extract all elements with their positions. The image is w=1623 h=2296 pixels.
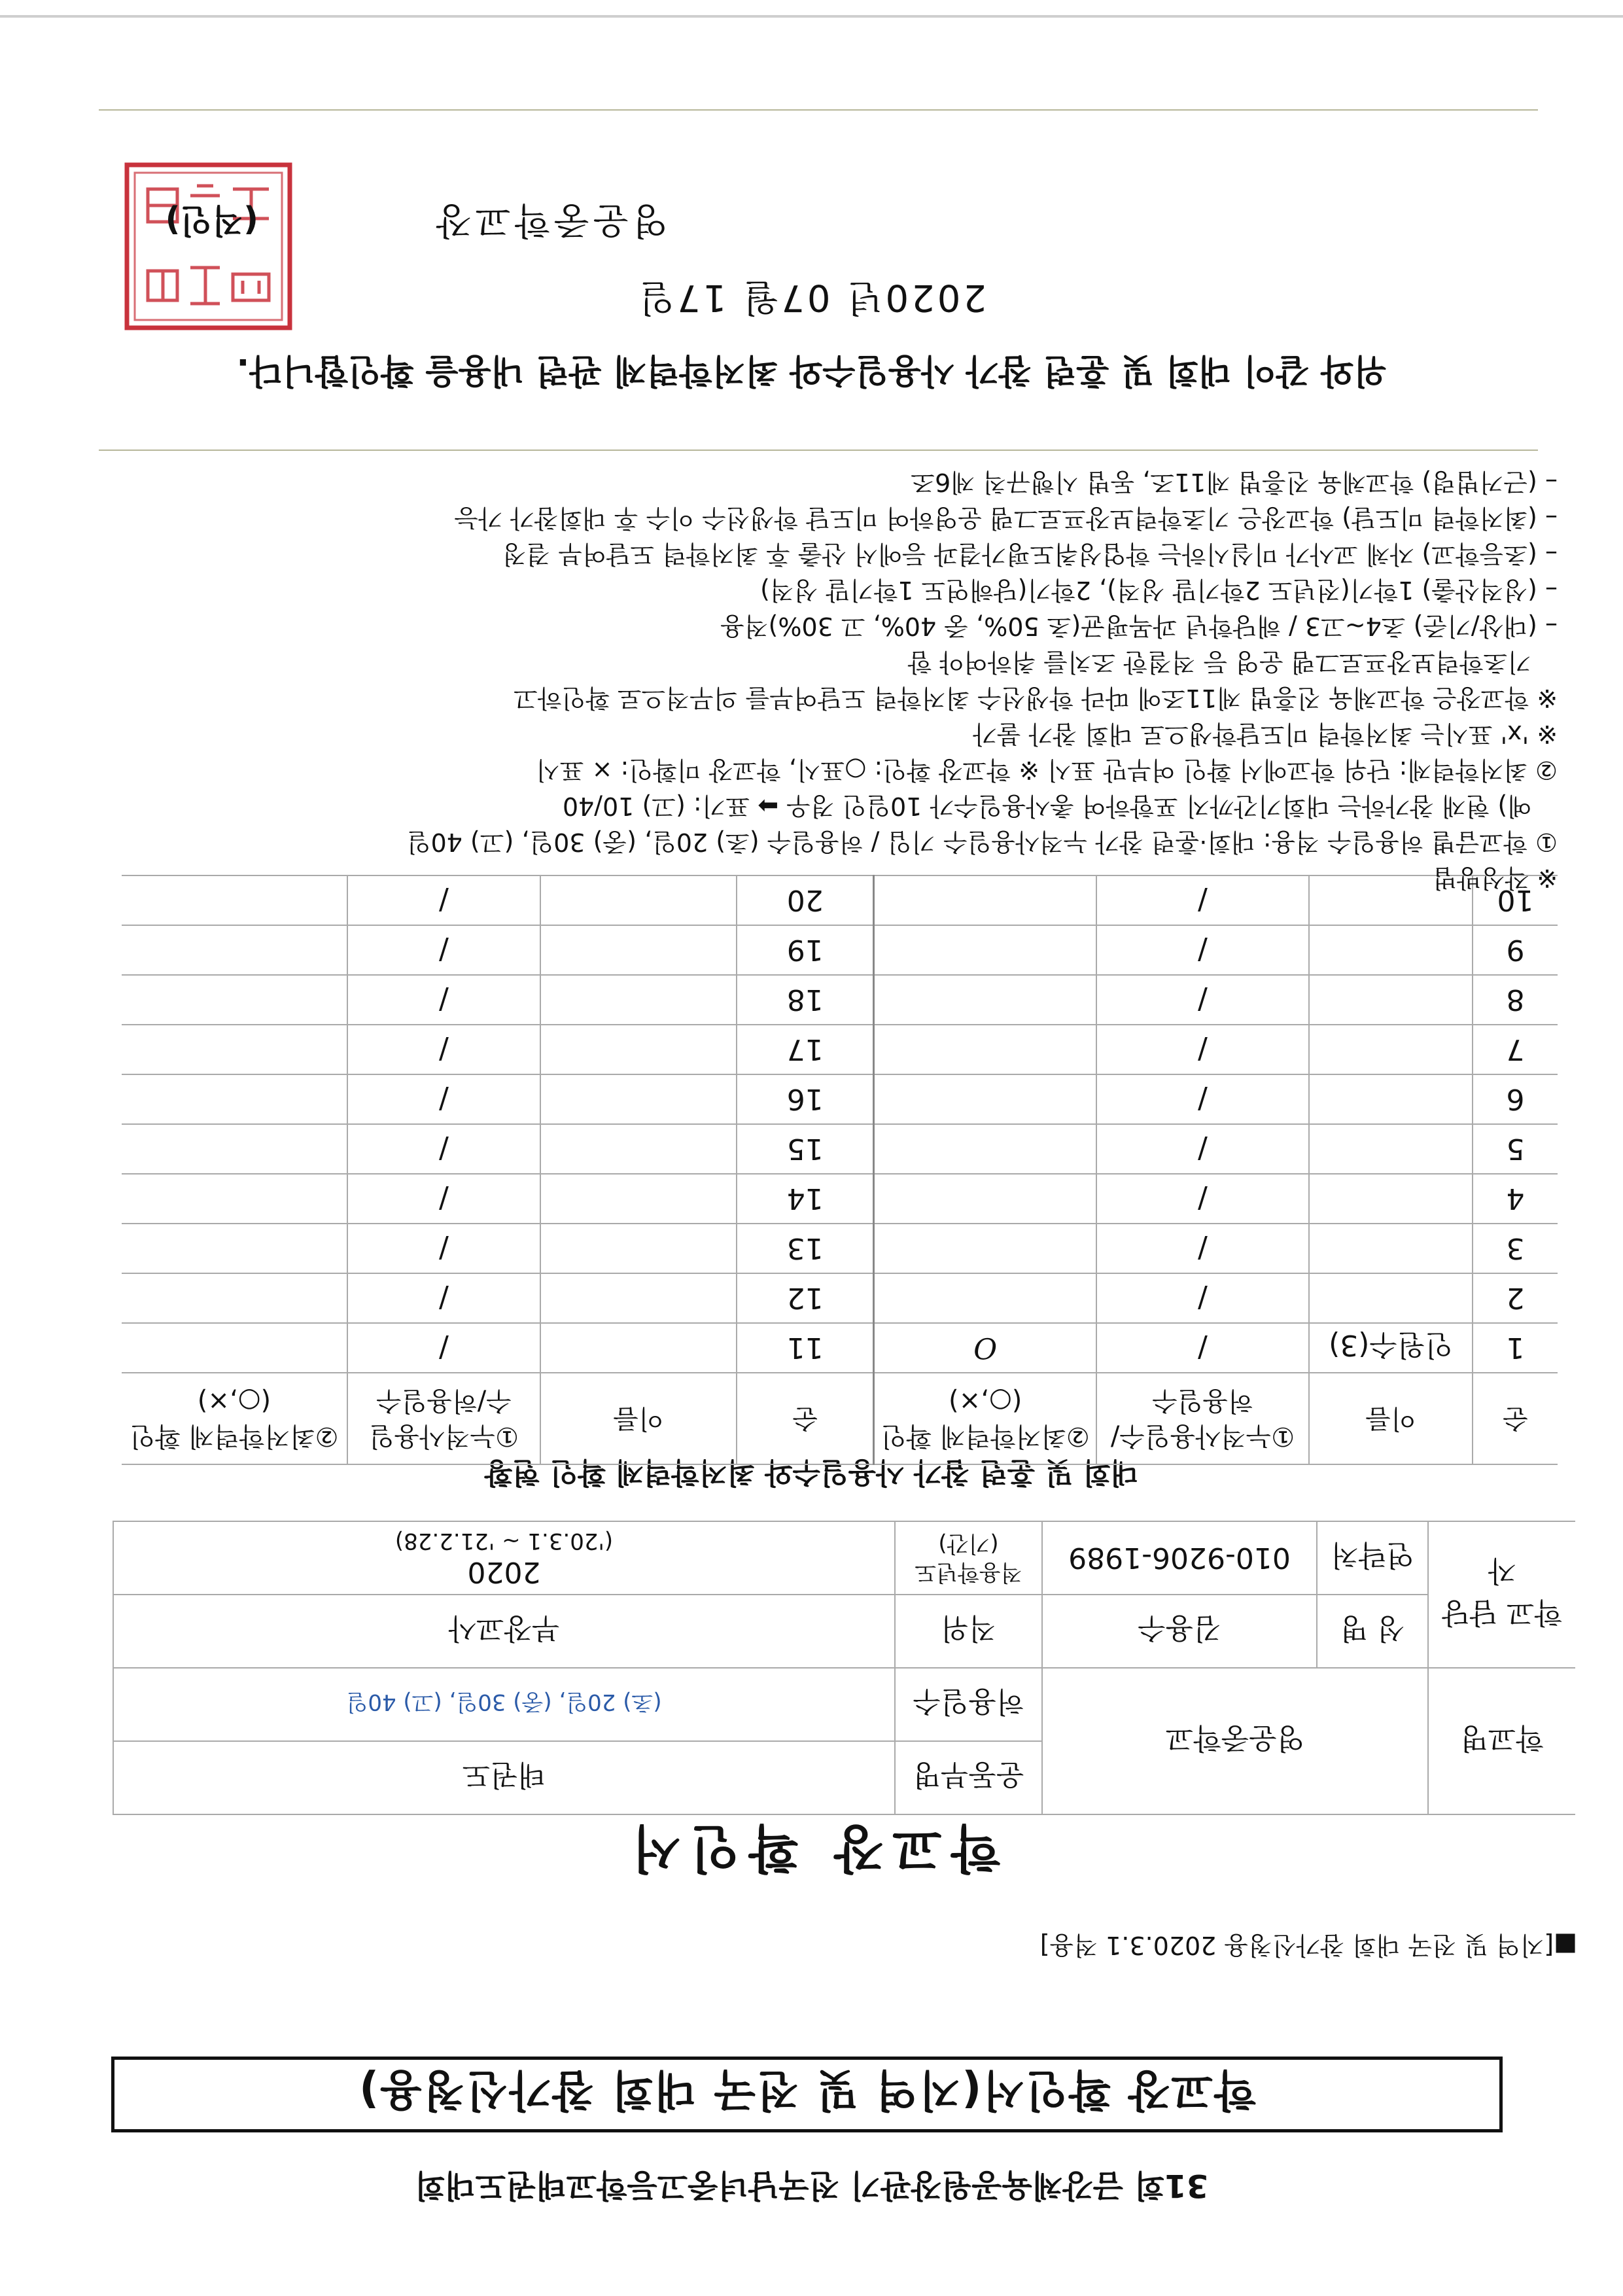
header-name-right: 이름	[540, 1373, 737, 1464]
position-label: 직위	[895, 1595, 1042, 1668]
note-line: 기초학력보장프로그램 운영 등 적절한 조치를 취하여야 함	[907, 648, 1531, 677]
scan-edge	[0, 15, 1623, 18]
row-name	[1309, 1273, 1473, 1323]
note-line: – (초등학교) 자체 교사가 미실시하는 학업성취도평가결과 등에서 산출 후 최저학력 도달여부 결정	[502, 540, 1558, 569]
consent-section-title: 대회 및 훈련 참가 사용일수와 최저학력제 확인 현황	[484, 1456, 1139, 1489]
row-name	[540, 1174, 737, 1224]
note-line: ※ 'x' 표시는 최저학력 미도달학생으로 대회 참가 불가	[973, 720, 1558, 749]
position-value: 부장교사	[113, 1595, 895, 1668]
header-days-left: ①누적사용일수/허용일수	[1096, 1373, 1309, 1464]
bottom-rule	[99, 109, 1538, 111]
row-name	[540, 1124, 737, 1174]
row-academic-check	[122, 1323, 347, 1373]
row-number: 6	[1473, 1074, 1558, 1124]
row-used-days: /	[1096, 1323, 1309, 1373]
row-academic-check	[874, 1074, 1096, 1124]
confirmation-statement: 위와 같이 대회 및 훈련 참가 사용일수와 최저학력제 관련 내용을 확인합니다.	[236, 351, 1387, 390]
school-year-value: 2020	[467, 1555, 541, 1589]
row-name	[540, 975, 737, 1025]
row-number: 12	[737, 1273, 874, 1323]
row-used-days: /	[1096, 1124, 1309, 1174]
row-academic-check	[874, 1025, 1096, 1074]
header-academic-right: ②최저학력제 확인(○,×)	[122, 1373, 347, 1464]
row-number: 18	[737, 975, 874, 1025]
form-title-box	[111, 2057, 1503, 2132]
row-number: 14	[737, 1174, 874, 1224]
competition-name: 31회 금강체육공원장관기 전국남녀중고등학교태권도대회	[414, 2167, 1209, 2204]
row-number: 19	[737, 925, 874, 975]
row-used-days: /	[347, 1224, 540, 1273]
row-number: 17	[737, 1025, 874, 1074]
row-number: 13	[737, 1224, 874, 1273]
table-row	[122, 1174, 1558, 1224]
header-no-left: 순	[1473, 1373, 1558, 1464]
row-name	[540, 1025, 737, 1074]
row-used-days: /	[1096, 1174, 1309, 1224]
table-row	[122, 1323, 1558, 1373]
header-days-right: ①누적사용일수/허용일수	[347, 1373, 540, 1464]
row-used-days: /	[347, 1025, 540, 1074]
school-name-label: 학교명	[1428, 1668, 1575, 1814]
row-name	[540, 925, 737, 975]
note-line: – (근거법령) 학교체육 진흥법 제11조, 동법 시행규칙 제6조	[911, 468, 1558, 497]
row-academic-check	[122, 925, 347, 975]
row-name	[1309, 925, 1473, 975]
row-used-days: /	[347, 1174, 540, 1224]
table-row	[122, 925, 1558, 975]
phone-label: 연락처	[1317, 1521, 1428, 1595]
instructions	[125, 464, 1558, 896]
row-used-days: /	[1096, 1273, 1309, 1323]
allowed-days-label: 허용일수	[895, 1668, 1042, 1741]
header-academic-left: ②최저학력제 확인(○,×)	[874, 1373, 1096, 1464]
row-number: 8	[1473, 975, 1558, 1025]
note-line: ※ 작성방법	[1433, 864, 1558, 892]
row-academic-check	[874, 1174, 1096, 1224]
header-no-right: 순	[737, 1373, 874, 1464]
row-number: 20	[737, 875, 874, 925]
row-number: 2	[1473, 1273, 1558, 1323]
row-academic-check: O	[874, 1323, 1096, 1373]
row-used-days: /	[347, 975, 540, 1025]
sport-label: 운동부명	[895, 1741, 1042, 1814]
school-name-value: 영운중학교	[1042, 1668, 1428, 1814]
row-number: 11	[737, 1323, 874, 1373]
table-row	[122, 1273, 1558, 1323]
manager-name-label: 성 명	[1317, 1595, 1428, 1668]
row-used-days: /	[1096, 975, 1309, 1025]
row-name	[1309, 1174, 1473, 1224]
phone-value: 010-9206-1989	[1042, 1521, 1317, 1595]
row-name	[1309, 1074, 1473, 1124]
row-number: 9	[1473, 925, 1558, 975]
row-academic-check	[874, 1224, 1096, 1273]
row-used-days: /	[347, 925, 540, 975]
row-used-days: /	[347, 1074, 540, 1124]
row-name	[1309, 1224, 1473, 1273]
school-year-label: 적용학년도 (기간)	[895, 1521, 1042, 1595]
document-title: 학교장 확인서	[622, 1818, 1001, 1877]
row-academic-check	[122, 1124, 347, 1174]
form-subtitle: ■[지역 및 전국 대회 참가신청용 2020.3.1 적용]	[1039, 1931, 1577, 1960]
row-academic-check	[122, 1224, 347, 1273]
row-used-days: /	[347, 1323, 540, 1373]
row-name	[1309, 975, 1473, 1025]
participation-table	[122, 875, 1558, 1465]
row-number: 16	[737, 1074, 874, 1124]
signer-name: 영운중학교장	[432, 199, 668, 241]
table-row	[122, 975, 1558, 1025]
row-number: 10	[1473, 875, 1558, 925]
table-row	[122, 1074, 1558, 1124]
row-academic-check	[122, 975, 347, 1025]
row-name	[540, 1273, 737, 1323]
row-number: 3	[1473, 1224, 1558, 1273]
row-name: 인원수(3)	[1309, 1323, 1473, 1373]
sport-value: 태권도	[113, 1741, 895, 1814]
row-number: 15	[737, 1124, 874, 1174]
header-name-left: 이름	[1309, 1373, 1473, 1464]
row-academic-check	[122, 1273, 347, 1323]
note-line: ※ 학교장은 학교체육 진흥법 제11조에 따라 학생선수 최저학력 도달여부를 의무적으로 확인하고	[514, 684, 1558, 713]
row-name	[540, 1074, 737, 1124]
note-line: 예) 현재 참가하는 대회기간까지 포함하여 총사용일수가 10일인 경우 ➡ 표기: (고) 10/40	[562, 792, 1531, 821]
row-name	[540, 1224, 737, 1273]
row-number: 7	[1473, 1025, 1558, 1074]
row-used-days: /	[1096, 925, 1309, 975]
note-line: ② 최저학력제: 단위 학교에서 확인 여부만 표시 ※ 학교장 확인: ○표시, 학교장 미확인: × 표시	[536, 756, 1558, 785]
row-academic-check	[874, 975, 1096, 1025]
row-number: 1	[1473, 1323, 1558, 1373]
row-used-days: /	[1096, 1074, 1309, 1124]
seal-label: (직인)	[165, 202, 258, 239]
school-info-table	[113, 1521, 1575, 1815]
note-line: ① 학교급별 허용일수 적용: 대회·훈련 참가 누적사용일수 기입 / 허용일수 (초) 20일, (중) 30일, (고) 40일	[406, 828, 1558, 857]
row-used-days: /	[347, 1124, 540, 1174]
row-name	[1309, 1025, 1473, 1074]
allowed-days-value: (초) 20일, (중) 30일, (고) 40일	[113, 1668, 895, 1741]
divider	[99, 450, 1538, 451]
row-used-days: /	[1096, 1025, 1309, 1074]
row-academic-check	[122, 1025, 347, 1074]
row-academic-check	[874, 1273, 1096, 1323]
row-name	[1309, 1124, 1473, 1174]
row-academic-check	[122, 1174, 347, 1224]
form-title: 학교장 확인서(지역 및 전국 대회 참가신청용)	[358, 2065, 1256, 2116]
issue-date: 2020년 07월 17일	[637, 276, 986, 319]
row-academic-check	[122, 1074, 347, 1124]
row-name	[540, 1323, 737, 1373]
table-header-row	[122, 1373, 1558, 1464]
school-manager-label: 학교 담당자	[1428, 1521, 1575, 1668]
note-line: – (대상/기준) 초4~고3 / 해당학년 과목평균(초 50%, 중 40%, 고 30%)적용	[720, 612, 1558, 641]
school-year-period: ('20.3.1 ~ '21.2.28)	[394, 1528, 614, 1555]
row-academic-check	[874, 1124, 1096, 1174]
table-row	[122, 1224, 1558, 1273]
school-year-cell	[113, 1521, 895, 1595]
table-row	[122, 1025, 1558, 1074]
note-line: – (성적산출) 1학기(전년도 2학기말 성적), 2학기(당해연도 1학기말 성적)	[760, 576, 1558, 605]
row-number: 4	[1473, 1174, 1558, 1224]
table-row	[122, 1124, 1558, 1174]
row-academic-check	[874, 925, 1096, 975]
row-used-days: /	[1096, 875, 1309, 925]
note-line: – (최저학력 미도달) 학교장은 기초학력보장프로그램 운영하여 미도달 학생선수 이수 후 대회참가 가능	[454, 504, 1558, 533]
row-used-days: /	[1096, 1224, 1309, 1273]
manager-name-value: 김용수	[1042, 1595, 1317, 1668]
row-number: 5	[1473, 1124, 1558, 1174]
row-used-days: /	[347, 875, 540, 925]
row-used-days: /	[347, 1273, 540, 1323]
